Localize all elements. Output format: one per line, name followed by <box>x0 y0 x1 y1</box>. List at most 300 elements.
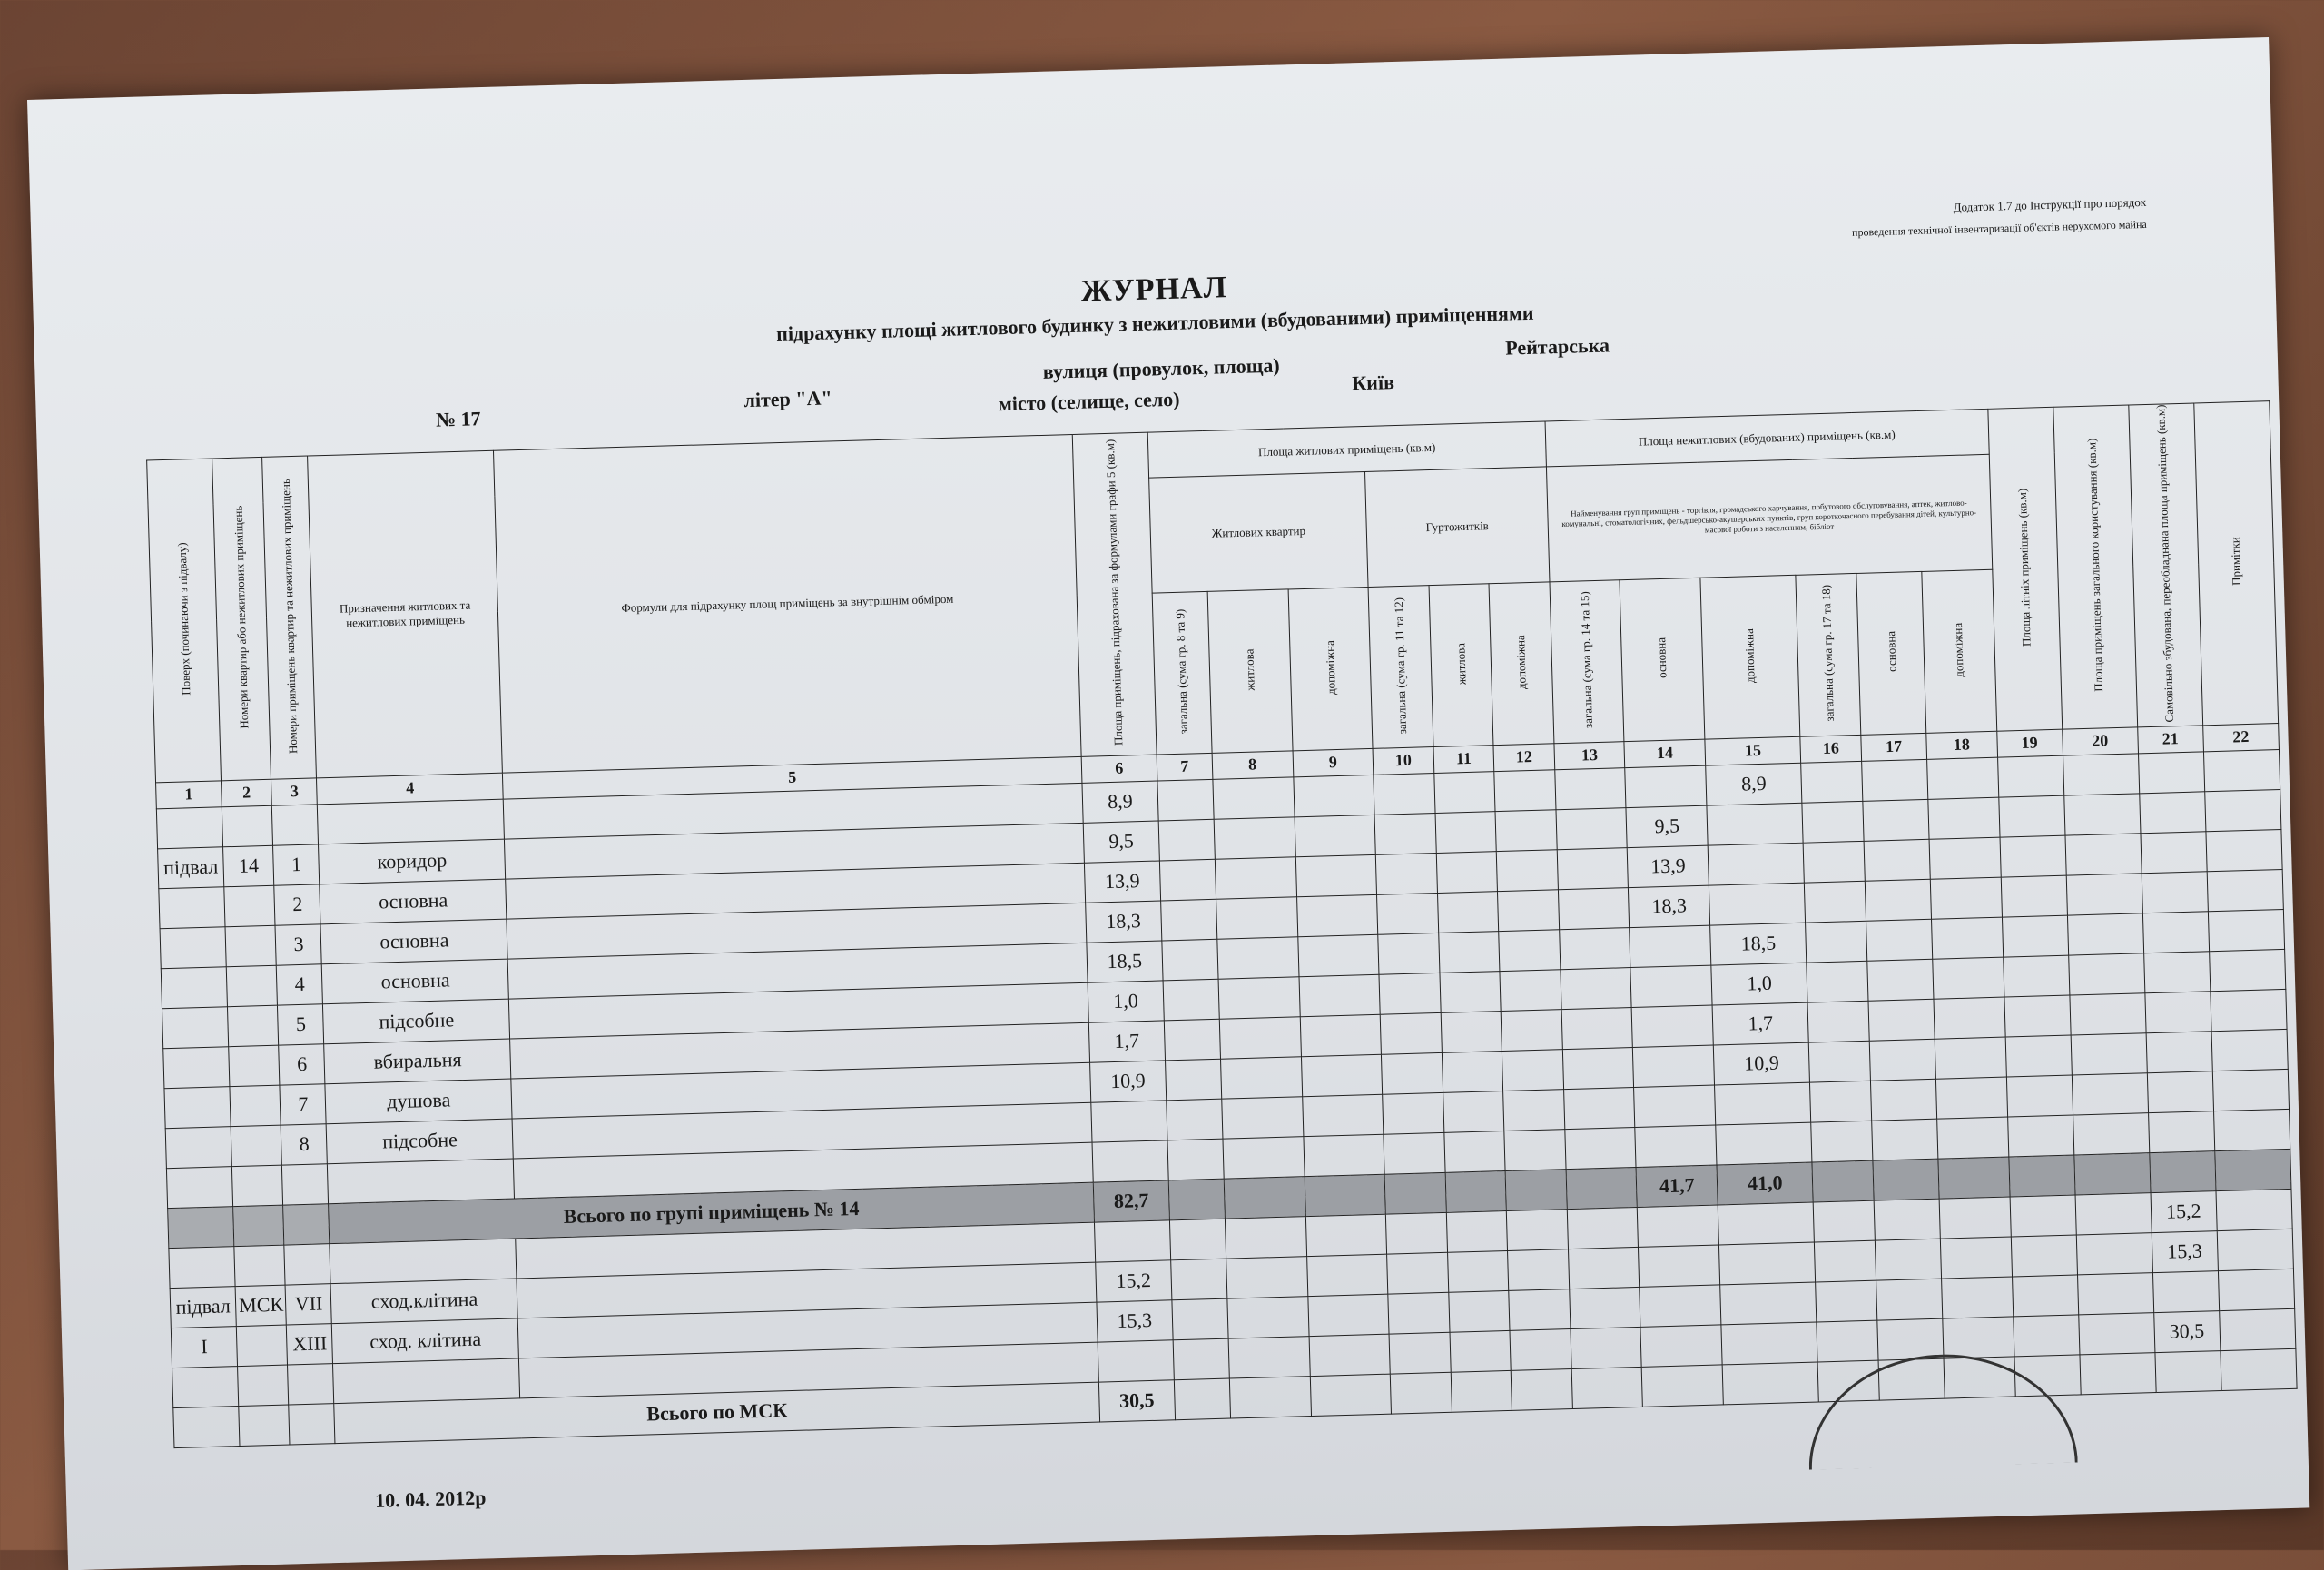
col-18-cell <box>1940 1237 2012 1279</box>
col-17-cell <box>1875 1239 1941 1280</box>
col-21-cell <box>2141 832 2207 874</box>
col-9-cell <box>1293 775 1374 816</box>
floor-cell <box>164 1086 231 1128</box>
header-c9: допоміжна <box>1288 588 1374 751</box>
col-13-cell <box>1571 1327 1642 1368</box>
col-14-cell: 41,7 <box>1636 1165 1718 1207</box>
apartment-cell <box>230 1085 281 1127</box>
col-18-cell <box>1931 917 2003 959</box>
floor-cell: I <box>171 1326 237 1368</box>
header-floor: Поверх (починаючи з підвалу) <box>147 459 222 783</box>
column-number: 16 <box>1800 735 1861 763</box>
col-9-cell <box>1306 1254 1388 1296</box>
col-7-cell <box>1165 1059 1221 1101</box>
area-cell: 13,9 <box>1084 861 1160 903</box>
empty-cell <box>1811 1121 1873 1162</box>
col-22-cell <box>2207 869 2283 911</box>
column-number: 18 <box>1926 731 1997 759</box>
col-19-cell <box>2000 835 2066 877</box>
col-15-cell <box>1722 1362 1818 1405</box>
col-14-cell: 18,3 <box>1629 885 1710 927</box>
header-c15: допоміжна <box>1700 575 1800 738</box>
annex-line-2: проведення технічної інвентаризації об'єктів нерухомого майна <box>1851 217 2147 239</box>
purpose-cell: основна <box>320 919 507 964</box>
col-14-cell <box>1639 1245 1720 1287</box>
header-summer-area: Площа літніх приміщень (кв.м) <box>1987 407 2062 731</box>
empty-cell <box>1303 1134 1384 1176</box>
column-number: 15 <box>1705 736 1801 765</box>
col-12-cell <box>1498 890 1560 932</box>
area-cell: 8,9 <box>1082 781 1158 823</box>
col-11-cell <box>1448 1290 1510 1332</box>
col-22-cell <box>2211 989 2287 1031</box>
header-c14: основна <box>1620 578 1705 741</box>
purpose-cell: вбиральня <box>324 1039 511 1084</box>
col-15-cell <box>1721 1322 1817 1365</box>
col-17-cell <box>1870 1079 1936 1121</box>
empty-cell <box>289 1403 335 1444</box>
col-16-cell <box>1812 1160 1874 1202</box>
area-cell: 9,5 <box>1083 821 1159 863</box>
col-8-cell <box>1218 977 1300 1019</box>
document-sheet <box>27 37 2309 1570</box>
col-18-cell <box>1926 757 1998 799</box>
header-c12: допоміжна <box>1489 582 1554 745</box>
empty-cell <box>1444 1131 1506 1172</box>
document-title: ЖУРНАЛ <box>1080 271 1228 309</box>
area-cell <box>1091 1101 1167 1142</box>
col-7-cell <box>1157 779 1214 821</box>
header-area: Площа приміщень, підрахована за формулами графи 5 (кв.м) <box>1072 432 1157 756</box>
col-17-cell <box>1861 759 1927 801</box>
col-19-cell <box>2006 1075 2073 1117</box>
col-22-cell <box>2203 749 2280 791</box>
header-nonliving-group: Площа нежитлових (вбудованих) приміщень (кв.м) <box>1545 409 1989 467</box>
col-7-cell <box>1171 1259 1227 1300</box>
col-8-cell <box>1224 1176 1305 1218</box>
col-19-cell <box>2008 1155 2074 1197</box>
col-7-cell <box>1174 1378 1230 1420</box>
floor-cell <box>163 1046 230 1088</box>
col-16-cell <box>1807 1001 1869 1042</box>
col-15-cell: 1,7 <box>1712 1002 1808 1045</box>
col-19-cell <box>2001 875 2067 917</box>
col-10-cell <box>1378 933 1440 974</box>
col-14-cell <box>1642 1365 1724 1407</box>
col-17-cell <box>1868 999 1935 1041</box>
col-13-cell <box>1556 807 1628 849</box>
col-10-cell <box>1388 1292 1450 1334</box>
empty-cell <box>1504 1129 1566 1170</box>
col-8-cell <box>1215 857 1296 899</box>
room-cell: VII <box>286 1283 332 1324</box>
col-16-cell <box>1810 1081 1872 1122</box>
purpose-cell: душова <box>325 1079 512 1124</box>
col-20-cell <box>2067 913 2143 955</box>
col-18-cell <box>1933 957 2004 999</box>
floor-cell <box>156 807 222 849</box>
col-22-cell <box>2206 829 2282 871</box>
apartment-cell <box>228 1005 280 1047</box>
col-19-cell <box>1997 755 2063 797</box>
col-9-cell <box>1295 854 1377 896</box>
purpose-cell: підсобне <box>326 1119 513 1164</box>
col-16-cell <box>1806 921 1867 963</box>
header-c7: загальна (сума гр. 8 та 9) <box>1152 592 1212 755</box>
header-formulas: Формули для підрахунку площ приміщень за внутрішнім обміром <box>494 435 1081 773</box>
area-cell: 18,3 <box>1085 901 1161 943</box>
col-12-cell <box>1508 1249 1570 1290</box>
purpose-cell: основна <box>320 879 507 924</box>
col-14-cell <box>1630 925 1711 967</box>
col-11-cell <box>1436 851 1498 893</box>
col-17-cell <box>1869 1039 1935 1081</box>
col-21-cell <box>2138 752 2204 794</box>
col-10-cell <box>1390 1372 1452 1414</box>
annex-line-1: Додаток 1.7 до Інструкції про порядок <box>1953 194 2147 214</box>
area-cell: 1,0 <box>1088 981 1164 1022</box>
col-22-cell <box>2209 949 2285 991</box>
col-12-cell <box>1510 1328 1571 1370</box>
room-cell: 5 <box>278 1004 324 1045</box>
col-8-cell <box>1220 1056 1302 1098</box>
purpose-cell: коридор <box>319 839 506 884</box>
col-16-cell <box>1809 1041 1871 1082</box>
col-18-cell <box>1934 997 2005 1039</box>
col-14-cell <box>1640 1285 1721 1327</box>
col-20-cell <box>2063 754 2139 795</box>
col-11-cell <box>1438 931 1500 973</box>
col-8-cell <box>1225 1216 1306 1258</box>
floor-cell <box>159 887 225 929</box>
column-number: 13 <box>1554 741 1625 769</box>
header-unauthorized-area: Самовільно збудована, переобладнана площа приміщень (кв.м) <box>2128 403 2202 727</box>
col-14-cell <box>1634 1085 1716 1127</box>
col-22-cell <box>2211 1029 2288 1071</box>
col-9-cell <box>1300 1014 1382 1056</box>
col-11-cell <box>1446 1210 1508 1252</box>
floor-cell: підвал <box>158 847 224 889</box>
col-18-cell <box>1930 877 2002 919</box>
col-20-cell <box>2068 953 2144 995</box>
col-7-cell <box>1163 979 1219 1021</box>
col-22-cell <box>2212 1069 2289 1111</box>
col-20-cell <box>2072 1072 2148 1114</box>
col-8-cell <box>1227 1296 1309 1338</box>
col-12-cell <box>1503 1089 1565 1131</box>
col-15-cell <box>1708 843 1804 885</box>
col-22-cell <box>2216 1189 2292 1230</box>
col-15-cell <box>1718 1202 1814 1245</box>
col-13-cell <box>1559 927 1630 969</box>
col-19-cell <box>2002 915 2068 957</box>
column-number: 20 <box>2062 727 2138 755</box>
col-16-cell <box>1802 801 1864 843</box>
col-10-cell <box>1386 1212 1448 1254</box>
col-12-cell <box>1509 1289 1571 1330</box>
col-21-cell <box>2149 1150 2215 1192</box>
room-cell <box>288 1363 334 1404</box>
purpose-cell: основна <box>322 959 509 1004</box>
empty-cell <box>168 1206 234 1248</box>
empty-cell <box>1092 1140 1168 1182</box>
col-14-cell <box>1631 1005 1713 1047</box>
area-cell: 18,5 <box>1087 941 1163 982</box>
empty-cell <box>233 1205 285 1247</box>
col-8-cell <box>1222 1096 1304 1138</box>
col-14-cell <box>1640 1325 1722 1367</box>
column-number: 1 <box>156 781 222 809</box>
floor-cell <box>162 1006 228 1048</box>
col-16-cell <box>1817 1320 1878 1362</box>
header-notes: Примітки <box>2193 401 2278 726</box>
col-12-cell <box>1496 850 1558 892</box>
col-18-cell <box>1943 1317 2014 1358</box>
apartment-cell: МСК <box>235 1285 287 1327</box>
col-13-cell <box>1557 847 1629 889</box>
header-purpose: Призначення житлових та нежитлових приміщень <box>308 450 503 777</box>
col-20-cell <box>2066 874 2142 915</box>
col-20-cell <box>2063 794 2140 835</box>
col-16-cell <box>1801 761 1863 803</box>
col-13-cell <box>1566 1167 1638 1209</box>
col-13-cell <box>1561 1007 1633 1049</box>
col-15-cell <box>1715 1082 1811 1125</box>
col-12-cell <box>1505 1169 1567 1210</box>
empty-cell <box>283 1203 330 1244</box>
col-17-cell <box>1867 959 1934 1001</box>
col-21-cell <box>2146 1031 2212 1072</box>
document-subtitle: підрахунку площі житлового будинку з нежитловими (вбудованими) приміщеннями <box>775 301 1534 346</box>
col-7-cell <box>1172 1298 1228 1340</box>
col-11-cell <box>1443 1091 1504 1132</box>
col-14-cell <box>1633 1045 1715 1087</box>
col-8-cell <box>1216 897 1297 939</box>
header-flats: Житлових квартир <box>1149 472 1369 593</box>
col-10-cell <box>1380 1012 1442 1054</box>
col-14-cell <box>1630 965 1712 1007</box>
col-20-cell <box>2077 1272 2153 1314</box>
col-15-cell <box>1720 1282 1817 1325</box>
col-18-cell <box>1935 1037 2006 1079</box>
col-8-cell <box>1214 817 1295 859</box>
col-10-cell <box>1389 1332 1451 1374</box>
area-cell: 1,7 <box>1088 1021 1165 1062</box>
col-19-cell <box>1998 795 2064 837</box>
col-9-cell <box>1302 1094 1384 1136</box>
floor-cell <box>161 966 227 1008</box>
col-15-cell <box>1709 883 1805 925</box>
col-13-cell <box>1571 1367 1643 1408</box>
col-19-cell <box>2012 1275 2078 1317</box>
col-17-cell <box>1877 1318 1944 1360</box>
col-14-cell: 13,9 <box>1628 845 1709 887</box>
col-19-cell <box>2004 995 2070 1037</box>
col-16-cell <box>1816 1280 1877 1322</box>
empty-cell <box>282 1163 329 1204</box>
area-cell <box>1098 1340 1174 1382</box>
col-11-cell <box>1450 1330 1512 1372</box>
empty-cell <box>2073 1112 2149 1154</box>
purpose-cell: підсобне <box>323 999 510 1044</box>
col-19-cell <box>2013 1315 2079 1357</box>
col-21-cell <box>2143 952 2210 993</box>
room-cell <box>284 1243 330 1284</box>
col-22-cell <box>2218 1269 2294 1310</box>
empty-cell <box>1223 1136 1305 1178</box>
column-number: 5 <box>503 756 1082 799</box>
col-16-cell <box>1807 961 1868 1002</box>
header-dorms: Гуртожитків <box>1365 467 1550 587</box>
col-20-cell <box>2065 834 2142 875</box>
building-liter: літер "А" <box>743 386 832 412</box>
purpose-cell <box>330 1239 517 1284</box>
col-9-cell <box>1296 894 1378 936</box>
col-21-cell <box>2139 792 2205 834</box>
col-20-cell <box>2078 1312 2154 1354</box>
col-11-cell <box>1441 1011 1502 1052</box>
header-c8: житлова <box>1207 589 1293 753</box>
floor-cell: підвал <box>170 1286 236 1328</box>
col-21-cell <box>2155 1350 2221 1392</box>
col-17-cell <box>1876 1279 1942 1320</box>
col-13-cell <box>1563 1087 1635 1129</box>
col-10-cell <box>1377 893 1439 934</box>
header-room: Номери приміщень квартир та нежитлових приміщень <box>262 456 317 779</box>
floor-cell <box>160 927 226 969</box>
col-15-cell: 1,0 <box>1711 963 1807 1005</box>
header-c18: допоміжна <box>1922 569 1997 733</box>
column-number: 4 <box>317 773 504 805</box>
column-number: 9 <box>1293 748 1374 776</box>
col-21-cell <box>2142 872 2208 913</box>
col-21-cell <box>2147 1071 2213 1112</box>
col-15-cell: 41,0 <box>1717 1162 1813 1205</box>
empty-cell <box>231 1165 283 1207</box>
col-9-cell <box>1310 1374 1392 1416</box>
col-12-cell <box>1494 770 1556 812</box>
column-number: 2 <box>222 779 272 807</box>
col-12-cell <box>1500 969 1561 1011</box>
empty-cell <box>328 1159 515 1204</box>
col-21-cell: 15,3 <box>2152 1230 2218 1272</box>
col-21-cell: 15,2 <box>2151 1190 2217 1232</box>
col-16-cell <box>1815 1240 1876 1282</box>
col-19-cell <box>2003 955 2069 997</box>
purpose-cell: сход.клітина <box>330 1279 517 1324</box>
col-8-cell <box>1228 1336 1310 1377</box>
col-9-cell <box>1307 1294 1389 1336</box>
column-number: 7 <box>1157 753 1213 781</box>
city-value: Київ <box>1351 370 1395 395</box>
col-10-cell <box>1384 1172 1446 1214</box>
col-22-cell <box>2219 1308 2295 1350</box>
col-20-cell <box>2075 1192 2152 1234</box>
col-11-cell <box>1434 771 1496 813</box>
column-number: 3 <box>271 778 318 805</box>
col-15-cell: 8,9 <box>1706 763 1802 805</box>
room-cell: XIII <box>287 1323 333 1364</box>
column-number: 11 <box>1433 745 1494 773</box>
room-cell: 2 <box>274 884 320 925</box>
col-18-cell <box>1935 1077 2007 1119</box>
col-17-cell <box>1865 879 1931 921</box>
col-7-cell <box>1169 1219 1226 1260</box>
room-cell: 7 <box>280 1084 326 1125</box>
street-label: вулиця (провулок, площа) <box>1042 353 1280 383</box>
col-9-cell <box>1301 1054 1383 1096</box>
col-19-cell <box>2005 1035 2072 1077</box>
col-12-cell <box>1495 810 1557 852</box>
col-9-cell <box>1309 1334 1391 1376</box>
room-cell: 3 <box>275 924 321 965</box>
header-c16: загальна (сума гр. 17 та 18) <box>1796 574 1860 736</box>
room-cell <box>272 805 319 845</box>
col-12-cell <box>1502 1049 1564 1091</box>
col-9-cell <box>1297 934 1379 976</box>
col-17-cell <box>1864 839 1930 881</box>
col-15-cell <box>1707 803 1803 845</box>
group-total-area: 82,7 <box>1093 1180 1169 1222</box>
header-c10: загальна (сума гр. 11 та 12) <box>1368 586 1433 748</box>
col-10-cell <box>1383 1092 1444 1134</box>
col-18-cell <box>1928 797 2000 839</box>
purpose-cell <box>318 799 505 844</box>
apartment-cell <box>229 1045 281 1087</box>
col-7-cell <box>1159 859 1216 901</box>
col-11-cell <box>1435 811 1497 853</box>
area-cell: 15,3 <box>1097 1300 1173 1342</box>
col-20-cell <box>2076 1232 2152 1274</box>
col-7-cell <box>1173 1338 1229 1380</box>
col-13-cell <box>1555 767 1627 809</box>
col-22-cell <box>2214 1149 2290 1190</box>
empty-cell <box>1872 1119 1938 1160</box>
col-9-cell <box>1299 974 1381 1016</box>
col-18-cell <box>1941 1277 2013 1318</box>
col-7-cell <box>1168 1179 1225 1220</box>
col-15-cell: 18,5 <box>1710 923 1807 965</box>
col-17-cell <box>1874 1199 1940 1240</box>
col-18-cell <box>1929 837 2001 879</box>
apartment-cell: 14 <box>223 845 275 887</box>
col-13-cell <box>1561 967 1632 1009</box>
purpose-cell: сход. клітина <box>332 1318 519 1364</box>
empty-cell <box>1716 1122 1812 1165</box>
apartment-cell <box>222 805 273 847</box>
col-13-cell <box>1567 1207 1639 1249</box>
col-10-cell <box>1387 1252 1449 1294</box>
col-11-cell <box>1451 1370 1512 1412</box>
room-cell: 1 <box>273 844 320 885</box>
col-12-cell <box>1499 929 1561 971</box>
col-20-cell <box>2069 993 2145 1035</box>
column-number: 8 <box>1212 751 1293 779</box>
empty-cell <box>239 1405 290 1447</box>
empty-cell <box>166 1166 232 1208</box>
street-value: Рейтарська <box>1504 333 1610 360</box>
col-21-cell: 30,5 <box>2153 1310 2220 1352</box>
col-16-cell <box>1814 1200 1876 1242</box>
col-12-cell <box>1501 1009 1562 1051</box>
group-total-label: Всього по групі приміщень № 14 <box>329 1182 1094 1244</box>
empty-cell <box>1635 1125 1717 1167</box>
column-number: 21 <box>2137 726 2203 754</box>
empty-cell <box>1167 1139 1224 1180</box>
col-13-cell <box>1570 1287 1641 1328</box>
header-c11: житлова <box>1429 584 1493 746</box>
col-8-cell <box>1217 937 1299 979</box>
